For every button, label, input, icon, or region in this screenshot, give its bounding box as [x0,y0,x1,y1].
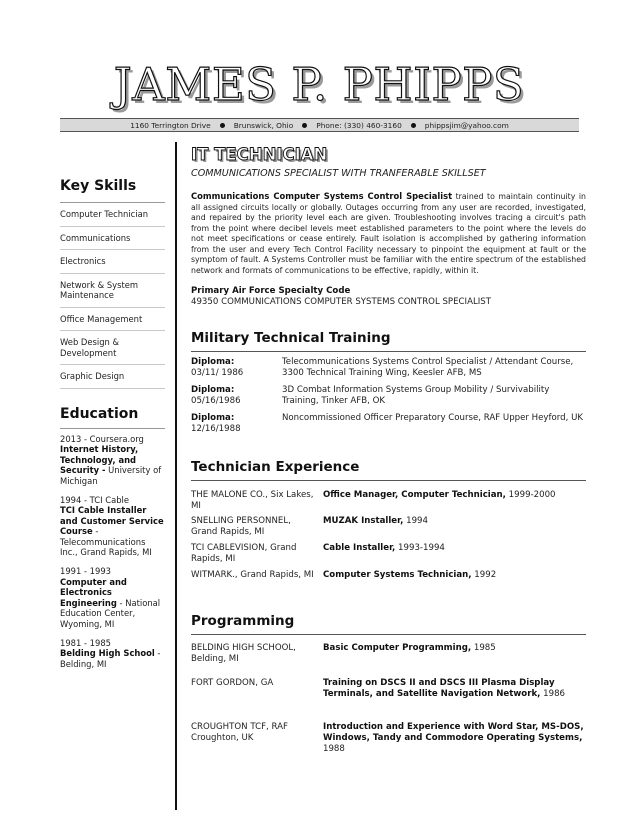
summary-paragraph [191,191,586,276]
summary-section [191,145,586,308]
diploma-desc: Noncommissioned Officer Preparatory Course, RAF Upper Heyford, UK [282,413,584,423]
skill-item: Computer Technician [60,203,165,227]
diploma-label: Diploma: [191,385,235,395]
afsc-block [191,286,586,308]
education-item [60,566,165,628]
bullet-icon [411,123,416,128]
experience-years: 1999-2000 [505,490,556,500]
education-title: Internet History, Technology, and Security - [60,444,139,476]
education-title: Belding High School [60,648,155,659]
experience-company: TCI CABLEVISION, Grand Rapids, MI [191,543,297,564]
programming-course: Training on DSCS II and DSCS III Plasma Display Terminals, and Satellite Navigation Network, [323,678,555,699]
experience-role: Cable Installer, [323,543,396,553]
bullet-icon [220,123,225,128]
email: phippsjim@yahoo.com [424,120,509,130]
job-subtitle: COMMUNICATIONS SPECIALIST WITH TRANFERABLE SKILLSET [191,168,486,179]
divider [191,480,586,481]
education-years: 2013 - Coursera.org [60,434,144,444]
contact-bar [60,118,579,132]
military-heading-block [191,330,586,352]
experience-company: WITMARK., Grand Rapids, MI [191,570,314,580]
education-years: 1981 - 1985 [60,637,111,648]
education-place: - National Education Center, Wyoming, MI [60,597,161,629]
education-title: TCI Cable Installer and Customer Service Course [60,505,164,537]
diploma-desc: 3D Combat Information Systems Group Mobility / Survivability Training, Tinker AFB, OK [282,385,550,406]
experience-role: Computer Systems Technician, [323,570,472,580]
column-divider [175,142,177,810]
experience-role: MUZAK Installer, [323,516,404,526]
diploma-date: 12/16/1988 [191,424,241,434]
education-years: 1991 - 1993 [60,566,111,577]
skill-item: Network & System Maintenance [60,274,165,308]
job-title: IT TECHNICIAN [191,145,328,164]
programming-place: FORT GORDON, GA [191,678,274,688]
summary-text: trained to maintain continuity in all assigned circuits locally or globally. Outages occurring from any user are recorded, investigated, and repaired by the priority level each are given. Troubleshooting involves tracing a circuit's path from the point where decibel levels meet established parameters to the point where the levels do not meet specifications or cease entirely. Fault isolation is accomplished by gathering information from the user and every Tech Control Facility necessary to pinpoint the equipment at fault or the symptom of fault. A Systems Controller must be familiar with the entire spectrum of the established network and formats of communications to be effective, rapidly, within it. [191,192,586,275]
diploma-date: 03/11/ 1986 [191,368,244,378]
key-skills-section [60,178,165,389]
programming-years: 1988 [323,744,345,754]
experience-company: SNELLING PERSONNEL, Grand Rapids, MI [191,516,291,537]
divider [60,428,165,429]
skill-item: Office Management [60,308,165,332]
education-place: University of Michigan [60,465,162,486]
afsc-label: Primary Air Force Specialty Code [191,286,351,296]
education-heading: Education [60,406,139,422]
education-years: 1994 - TCI Cable [60,495,130,506]
skill-item: Electronics [60,250,165,274]
programming-course: Introduction and Experience with Word Star, MS-DOS, Windows, Tandy and Commodore Operating Systems, [323,722,584,743]
experience-role: Office Manager, Computer Technician, [323,490,506,500]
education-title: Computer and Electronics Engineering [60,576,127,608]
education-item [60,434,165,486]
education-item [60,495,165,557]
summary-lead: Communications Computer Systems Control Specialist [191,191,453,201]
programming-heading-block [191,613,586,635]
skill-item: Communications [60,227,165,251]
skill-item: Web Design & Development [60,331,165,365]
resume-name: JAMES P. PHIPPS [113,58,525,111]
address: 1160 Terrington Drive [130,120,211,130]
skill-item: Graphic Design [60,365,165,389]
programming-heading: Programming [191,613,295,629]
experience-heading: Technician Experience [191,459,360,475]
divider [191,634,586,635]
education-item [60,638,165,669]
city: Brunswick, Ohio [233,120,294,130]
experience-years: 1992 [471,570,497,580]
phone: Phone: (330) 460-3160 [316,120,402,130]
experience-company: THE MALONE CO., Six Lakes, MI [191,490,314,511]
programming-place: BELDING HIGH SCHOOL, Belding, MI [191,643,296,664]
divider [191,351,586,352]
programming-course: Basic Computer Programming, [323,643,472,653]
programming-years: 1986 [540,689,566,699]
diploma-date: 05/16/1986 [191,396,241,406]
programming-place: CROUGHTON TCF, RAF Croughton, UK [191,722,288,743]
education-place: - Telecommunications Inc., Grand Rapids, MI [60,526,152,558]
bullet-icon [302,123,307,128]
military-heading: Military Technical Training [191,330,391,346]
experience-years: 1994 [403,516,428,526]
diploma-label: Diploma: [191,413,235,423]
experience-years: 1993-1994 [395,543,445,553]
programming-years: 1985 [471,643,496,653]
education-section [60,406,165,669]
key-skills-heading: Key Skills [60,178,137,194]
afsc-value: 49350 COMMUNICATIONS COMPUTER SYSTEMS CONTROL SPECIALIST [191,297,491,307]
diploma-desc: Telecommunications Systems Control Specialist / Attendant Course, 3300 Technical Training Wing, Keesler AFB, MS [282,357,574,378]
experience-heading-block [191,459,586,481]
diploma-label: Diploma: [191,357,235,367]
education-place: - Belding, MI [60,648,161,669]
